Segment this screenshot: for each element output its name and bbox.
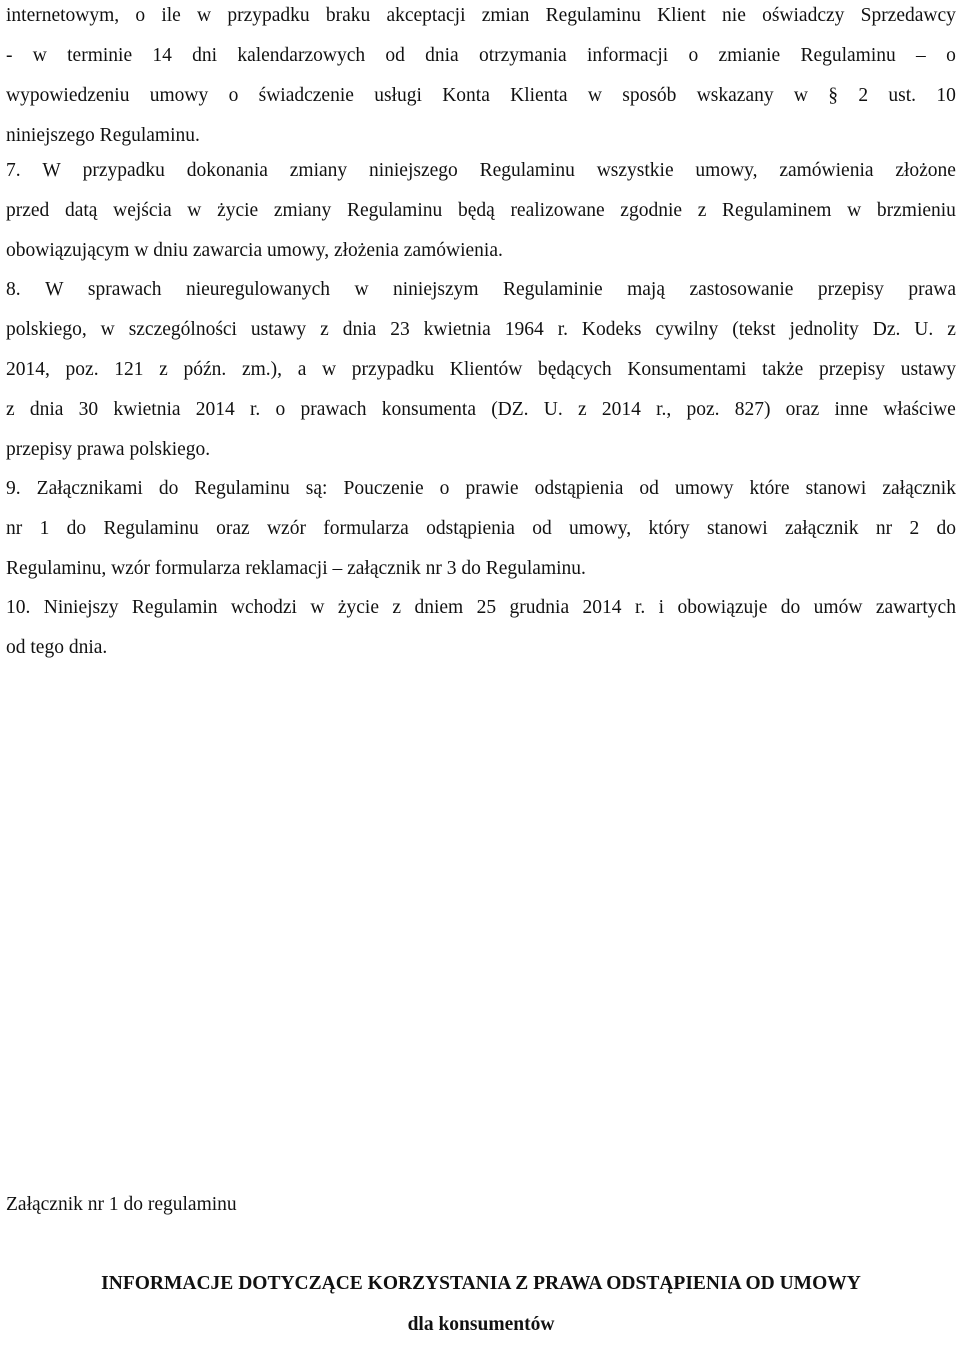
word: kwietnia [113, 399, 181, 420]
word: 25 [476, 597, 497, 618]
word: oraz [216, 518, 250, 539]
word: wejścia [113, 200, 172, 221]
word: nr [875, 518, 893, 539]
word: Regulaminu [800, 45, 896, 66]
word: datą [64, 200, 98, 221]
word: późn. [183, 359, 227, 380]
word: umowy [149, 85, 209, 106]
word: Kodeks [581, 319, 642, 340]
word: zmiany [273, 200, 332, 221]
word: i [658, 597, 665, 618]
word: akceptacji [386, 5, 466, 26]
word: przepisy [817, 279, 884, 300]
word: 14 [152, 45, 172, 66]
word: w [197, 5, 212, 26]
word: 1964 [504, 319, 544, 340]
word: nieuregulowanych [185, 279, 331, 300]
word: 2014 [582, 597, 622, 618]
text-line [6, 469, 956, 509]
word: w [187, 200, 202, 221]
word: Pouczenie [343, 478, 424, 499]
text-line: obowiązującym w dniu zawarcia umowy, złożenia zamówienia. [6, 240, 503, 261]
word: przed [6, 200, 50, 221]
paragraph-7 [6, 151, 956, 271]
word: z [159, 359, 168, 380]
paragraph-9 [6, 469, 956, 589]
word: będących [538, 359, 612, 380]
word: 2 [858, 85, 869, 106]
word: oświadczy [762, 5, 845, 26]
word: 2014 [195, 399, 235, 420]
word: 23 [390, 319, 410, 340]
word: przepisy [818, 359, 886, 380]
annex-subtitle: dla konsumentów [407, 1314, 555, 1335]
word: który [648, 518, 690, 539]
text-line: Regulaminu, wzór formularza reklamacji – załącznik nr 3 do Regulaminu. [6, 558, 586, 579]
text-line [6, 191, 956, 231]
word: braku [325, 5, 371, 26]
word: z [577, 399, 587, 420]
text-line [6, 588, 956, 628]
word: stanowi [706, 518, 768, 539]
word: Regulamin [131, 597, 218, 618]
word: przypadku [351, 359, 435, 380]
text-line: niniejszego Regulaminu. [6, 125, 200, 146]
text-line [6, 76, 956, 116]
paragraph-10 [6, 588, 956, 668]
word: Klienta [510, 85, 568, 106]
word: w [354, 279, 369, 300]
word: niniejszym [393, 279, 479, 300]
word: prawie [465, 478, 519, 499]
word: Załącznikami [36, 478, 143, 499]
word: r. [634, 597, 646, 618]
word: dnia [342, 319, 377, 340]
word: w [100, 319, 115, 340]
word: 9. [6, 478, 21, 499]
word: r. [557, 319, 568, 340]
word: szczególności [128, 319, 237, 340]
word: umowy, [569, 518, 632, 539]
word: kalendarzowych [237, 45, 366, 66]
word: od [532, 518, 552, 539]
word: do [780, 597, 801, 618]
word: o [946, 45, 956, 66]
word: zmiany [289, 160, 348, 181]
word: r., [656, 399, 672, 420]
word: zmian [481, 5, 530, 26]
word: 2014 [601, 399, 641, 420]
word: Regulaminem [722, 200, 832, 221]
word: w [587, 85, 602, 106]
word: sposób [622, 85, 677, 106]
word: – [916, 45, 926, 66]
word: Regulaminu [103, 518, 199, 539]
word: umowy, [695, 160, 758, 181]
word: wszystkie [596, 160, 674, 181]
word: zmianie [718, 45, 781, 66]
word: 2014, [6, 359, 50, 380]
word: W [45, 279, 64, 300]
word: formularza [323, 518, 409, 539]
word: r. [249, 399, 261, 420]
word: § [828, 85, 839, 106]
word: zawartych [875, 597, 956, 618]
word: które [749, 478, 790, 499]
text-line [6, 390, 956, 430]
word: Klient [657, 5, 706, 26]
word: 2 [909, 518, 920, 539]
word: życie [337, 597, 380, 618]
word: poz. [686, 399, 720, 420]
word: świadczenie [258, 85, 354, 106]
word: Konsumentami [627, 359, 747, 380]
text-line: przepisy prawa polskiego. [6, 439, 211, 460]
word: 30 [78, 399, 99, 420]
word: będą [457, 200, 495, 221]
word: obowiązuje [677, 597, 768, 618]
word: Dz. [872, 319, 901, 340]
word: także [762, 359, 804, 380]
word: grudnia [509, 597, 570, 618]
word: o [439, 478, 450, 499]
word: mają [627, 279, 666, 300]
word: cywilny [655, 319, 719, 340]
text-line [6, 310, 956, 350]
word: W [42, 160, 61, 181]
paragraph-continuation [6, 0, 956, 156]
word: od [639, 478, 659, 499]
word: (DZ. [491, 399, 529, 420]
word: terminie [67, 45, 133, 66]
word: Regulaminu [545, 5, 641, 26]
word: o [135, 5, 146, 26]
word: o [228, 85, 239, 106]
text-line [6, 350, 956, 390]
word: realizowane [510, 200, 605, 221]
word: U. [543, 399, 563, 420]
word: konsumenta [381, 399, 476, 420]
word: 8. [6, 279, 21, 300]
text-line [6, 0, 956, 36]
word: od [385, 45, 405, 66]
word: wchodzi [230, 597, 297, 618]
word: załącznik [882, 478, 956, 499]
text-line [6, 509, 956, 549]
word: brzmieniu [876, 200, 956, 221]
word: załącznik [784, 518, 859, 539]
word: umów [813, 597, 863, 618]
word: z [320, 319, 329, 340]
word: prawa [908, 279, 956, 300]
word: Regulaminu [194, 478, 290, 499]
word: wzór [266, 518, 306, 539]
paragraph-8 [6, 270, 956, 470]
word: z [697, 200, 707, 221]
word: właściwe [883, 399, 956, 420]
word: ile [161, 5, 181, 26]
word: zm.), [241, 359, 283, 380]
word: sprawach [87, 279, 162, 300]
word: (tekst [732, 319, 776, 340]
word: otrzymania [478, 45, 567, 66]
word: Niniejszy [43, 597, 119, 618]
word: polskiego, [6, 319, 87, 340]
text-line [6, 36, 956, 76]
word: zastosowanie [689, 279, 794, 300]
word: ustawy [900, 359, 956, 380]
word: nr [6, 518, 23, 539]
word: odstąpienia [534, 478, 624, 499]
word: Regulaminu [479, 160, 575, 181]
word: odstąpienia [426, 518, 515, 539]
word: dni [192, 45, 218, 66]
word: w [847, 200, 862, 221]
word: - [6, 45, 13, 66]
word: zgodnie [620, 200, 683, 221]
word: przypadku [227, 5, 310, 26]
text-line [6, 151, 956, 191]
word: dokonania [186, 160, 268, 181]
word: do [158, 478, 179, 499]
word: w [310, 597, 325, 618]
word: inne [834, 399, 869, 420]
word: Konta [442, 85, 490, 106]
word: informacji [586, 45, 669, 66]
word: do [66, 518, 87, 539]
word: 827) [734, 399, 771, 420]
word: z [392, 597, 402, 618]
word: wskazany [696, 85, 774, 106]
word: internetowym, [6, 5, 120, 26]
word: niniejszego [368, 160, 458, 181]
word: są: [305, 478, 328, 499]
word: do [936, 518, 956, 539]
word: o [275, 399, 286, 420]
word: o [688, 45, 699, 66]
word: w [793, 85, 808, 106]
word: złożone [895, 160, 956, 181]
text-line: od tego dnia. [6, 637, 108, 658]
text-line [6, 270, 956, 310]
word: ustawy [250, 319, 307, 340]
annex-label: Załącznik nr 1 do regulaminu [6, 1194, 237, 1215]
word: dnia [425, 45, 459, 66]
word: poz. [65, 359, 99, 380]
word: usługi [374, 85, 422, 106]
word: jednolity [789, 319, 859, 340]
word: a [297, 359, 307, 380]
word: Regulaminie [503, 279, 603, 300]
word: stanowi [805, 478, 867, 499]
annex-title: INFORMACJE DOTYCZĄCE KORZYSTANIA Z PRAWA ODSTĄPIENIA OD UMOWY [101, 1273, 861, 1294]
word: życie [217, 200, 259, 221]
word: 7. [6, 160, 21, 181]
word: w [32, 45, 47, 66]
word: z [6, 399, 15, 420]
word: prawach [300, 399, 367, 420]
word: Klientów [449, 359, 523, 380]
word: przypadku [82, 160, 165, 181]
word: 10 [936, 85, 956, 106]
word: 1 [39, 518, 50, 539]
word: Regulaminu [346, 200, 443, 221]
word: dnia [29, 399, 64, 420]
word: umowy [674, 478, 734, 499]
word: Sprzedawcy [860, 5, 956, 26]
word: U. [914, 319, 934, 340]
word: wypowiedzeniu [6, 85, 130, 106]
word: z [947, 319, 956, 340]
word: kwietnia [423, 319, 491, 340]
word: 121 [114, 359, 144, 380]
word: nie [722, 5, 746, 26]
word: ust. [888, 85, 917, 106]
word: dniem [414, 597, 464, 618]
word: oraz [785, 399, 820, 420]
word: zamówienia [779, 160, 874, 181]
word: 10. [6, 597, 31, 618]
word: w [322, 359, 337, 380]
